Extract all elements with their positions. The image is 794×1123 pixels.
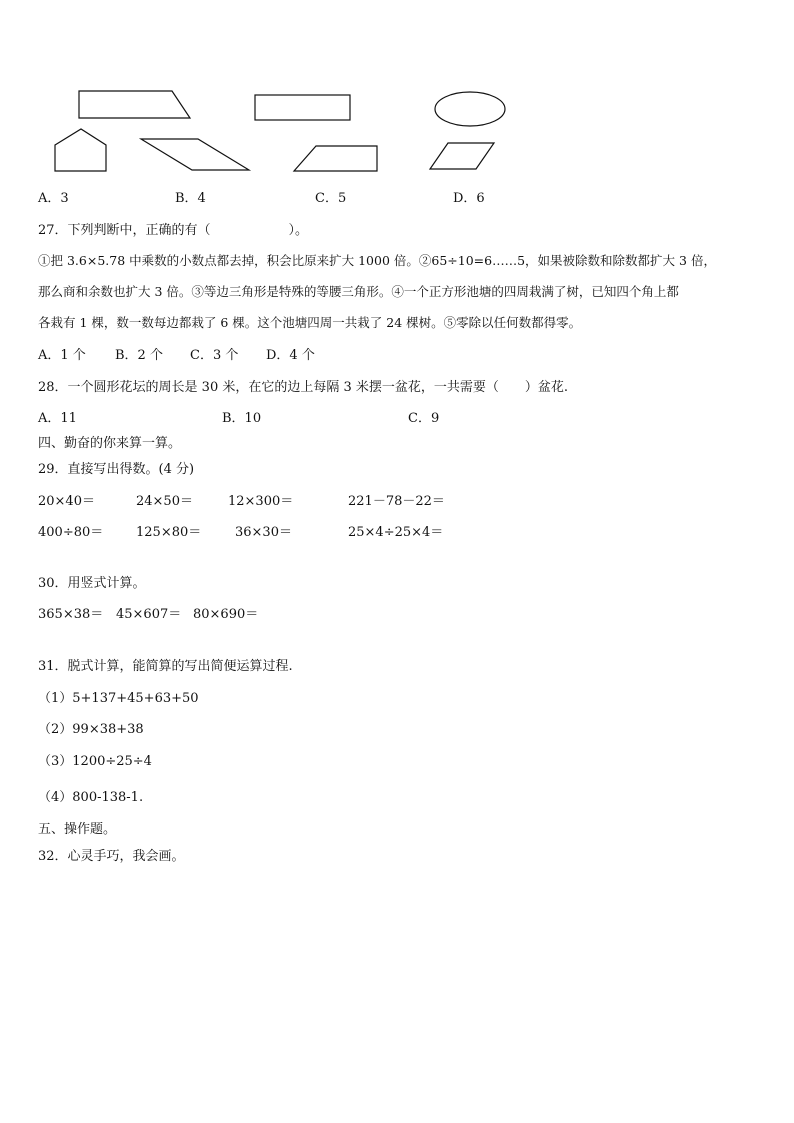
q30-item: 45×607＝: [116, 607, 182, 622]
q27-statement-line-1: ①把 3.6×5.78 中乘数的小数点都去掉，积会比原来扩大 1000 倍。②65÷10=6……5，如果被除数和除数都扩大 3 倍，: [38, 253, 716, 268]
q28-option-b: B．10: [222, 411, 262, 426]
q29-item: 400÷80＝: [38, 525, 104, 540]
q30-item: 80×690＝: [193, 607, 259, 622]
section-4-heading: 四、勤奋的你来算一算。: [38, 436, 182, 451]
q27-statement-line-2: 那么商和余数也扩大 3 倍。③等边三角形是特殊的等腰三角形。④一个正方形池塘的四周栽满了树，已知四个角上都: [38, 284, 679, 299]
rhombus-shape: [430, 143, 494, 169]
q27-option-b: B．2 个: [115, 348, 163, 363]
q28-stem: 28．一个圆形花坛的周长是 30 米，在它的边上每隔 3 米摆一盆花，一共需要（ ）盆花.: [38, 380, 569, 395]
q29-item: 221－78－22＝: [348, 494, 445, 509]
q31-stem: 31．脱式计算，能简算的写出简便运算过程.: [38, 659, 293, 674]
q26-option-b: B．4: [175, 191, 206, 206]
rectangle-shape: [255, 95, 350, 120]
q29-item: 20×40＝: [38, 494, 95, 509]
q31-item-4: （4）800-138-1.: [38, 790, 144, 805]
q29-stem: 29．直接写出得数。(4 分): [38, 462, 195, 477]
q27-option-d: D．4 个: [266, 348, 315, 363]
q26-option-c: C．5: [315, 191, 347, 206]
q27-option-c: C．3 个: [190, 348, 239, 363]
ellipse-shape: [435, 92, 505, 126]
parallelogram-shape-2: [294, 146, 377, 171]
q31-item-2: （2）99×38+38: [38, 722, 144, 737]
q29-item: 125×80＝: [136, 525, 202, 540]
parallelogram-shape-1: [141, 139, 249, 170]
q26-option-a: A．3: [38, 191, 69, 206]
q28-option-a: A．11: [38, 411, 77, 426]
q31-item-1: （1）5+137+45+63+50: [38, 691, 199, 706]
q27-option-a: A．1 个: [38, 348, 86, 363]
q27-stem: 27．下列判断中，正确的有（ ）。: [38, 223, 309, 238]
q26-option-d: D．6: [453, 191, 485, 206]
q29-item: 12×300＝: [228, 494, 294, 509]
q31-item-3: （3）1200÷25÷4: [38, 754, 152, 769]
q30-stem: 30．用竖式计算。: [38, 576, 146, 591]
pentagon-shape: [55, 129, 106, 171]
q29-item: 24×50＝: [136, 494, 193, 509]
section-5-heading: 五、操作题。: [38, 822, 117, 837]
q29-item: 36×30＝: [235, 525, 292, 540]
q26-shapes-figure: [0, 0, 794, 180]
q27-statement-line-3: 各栽有 1 棵，数一数每边都栽了 6 棵。这个池塘四周一共栽了 24 棵树。⑤零除以任何数都得零。: [38, 315, 582, 330]
right-trapezoid-shape: [79, 91, 190, 118]
q28-option-c: C．9: [408, 411, 440, 426]
q29-item: 25×4÷25×4＝: [348, 525, 444, 540]
q30-item: 365×38＝: [38, 607, 104, 622]
q32-stem: 32．心灵手巧，我会画。: [38, 849, 185, 864]
